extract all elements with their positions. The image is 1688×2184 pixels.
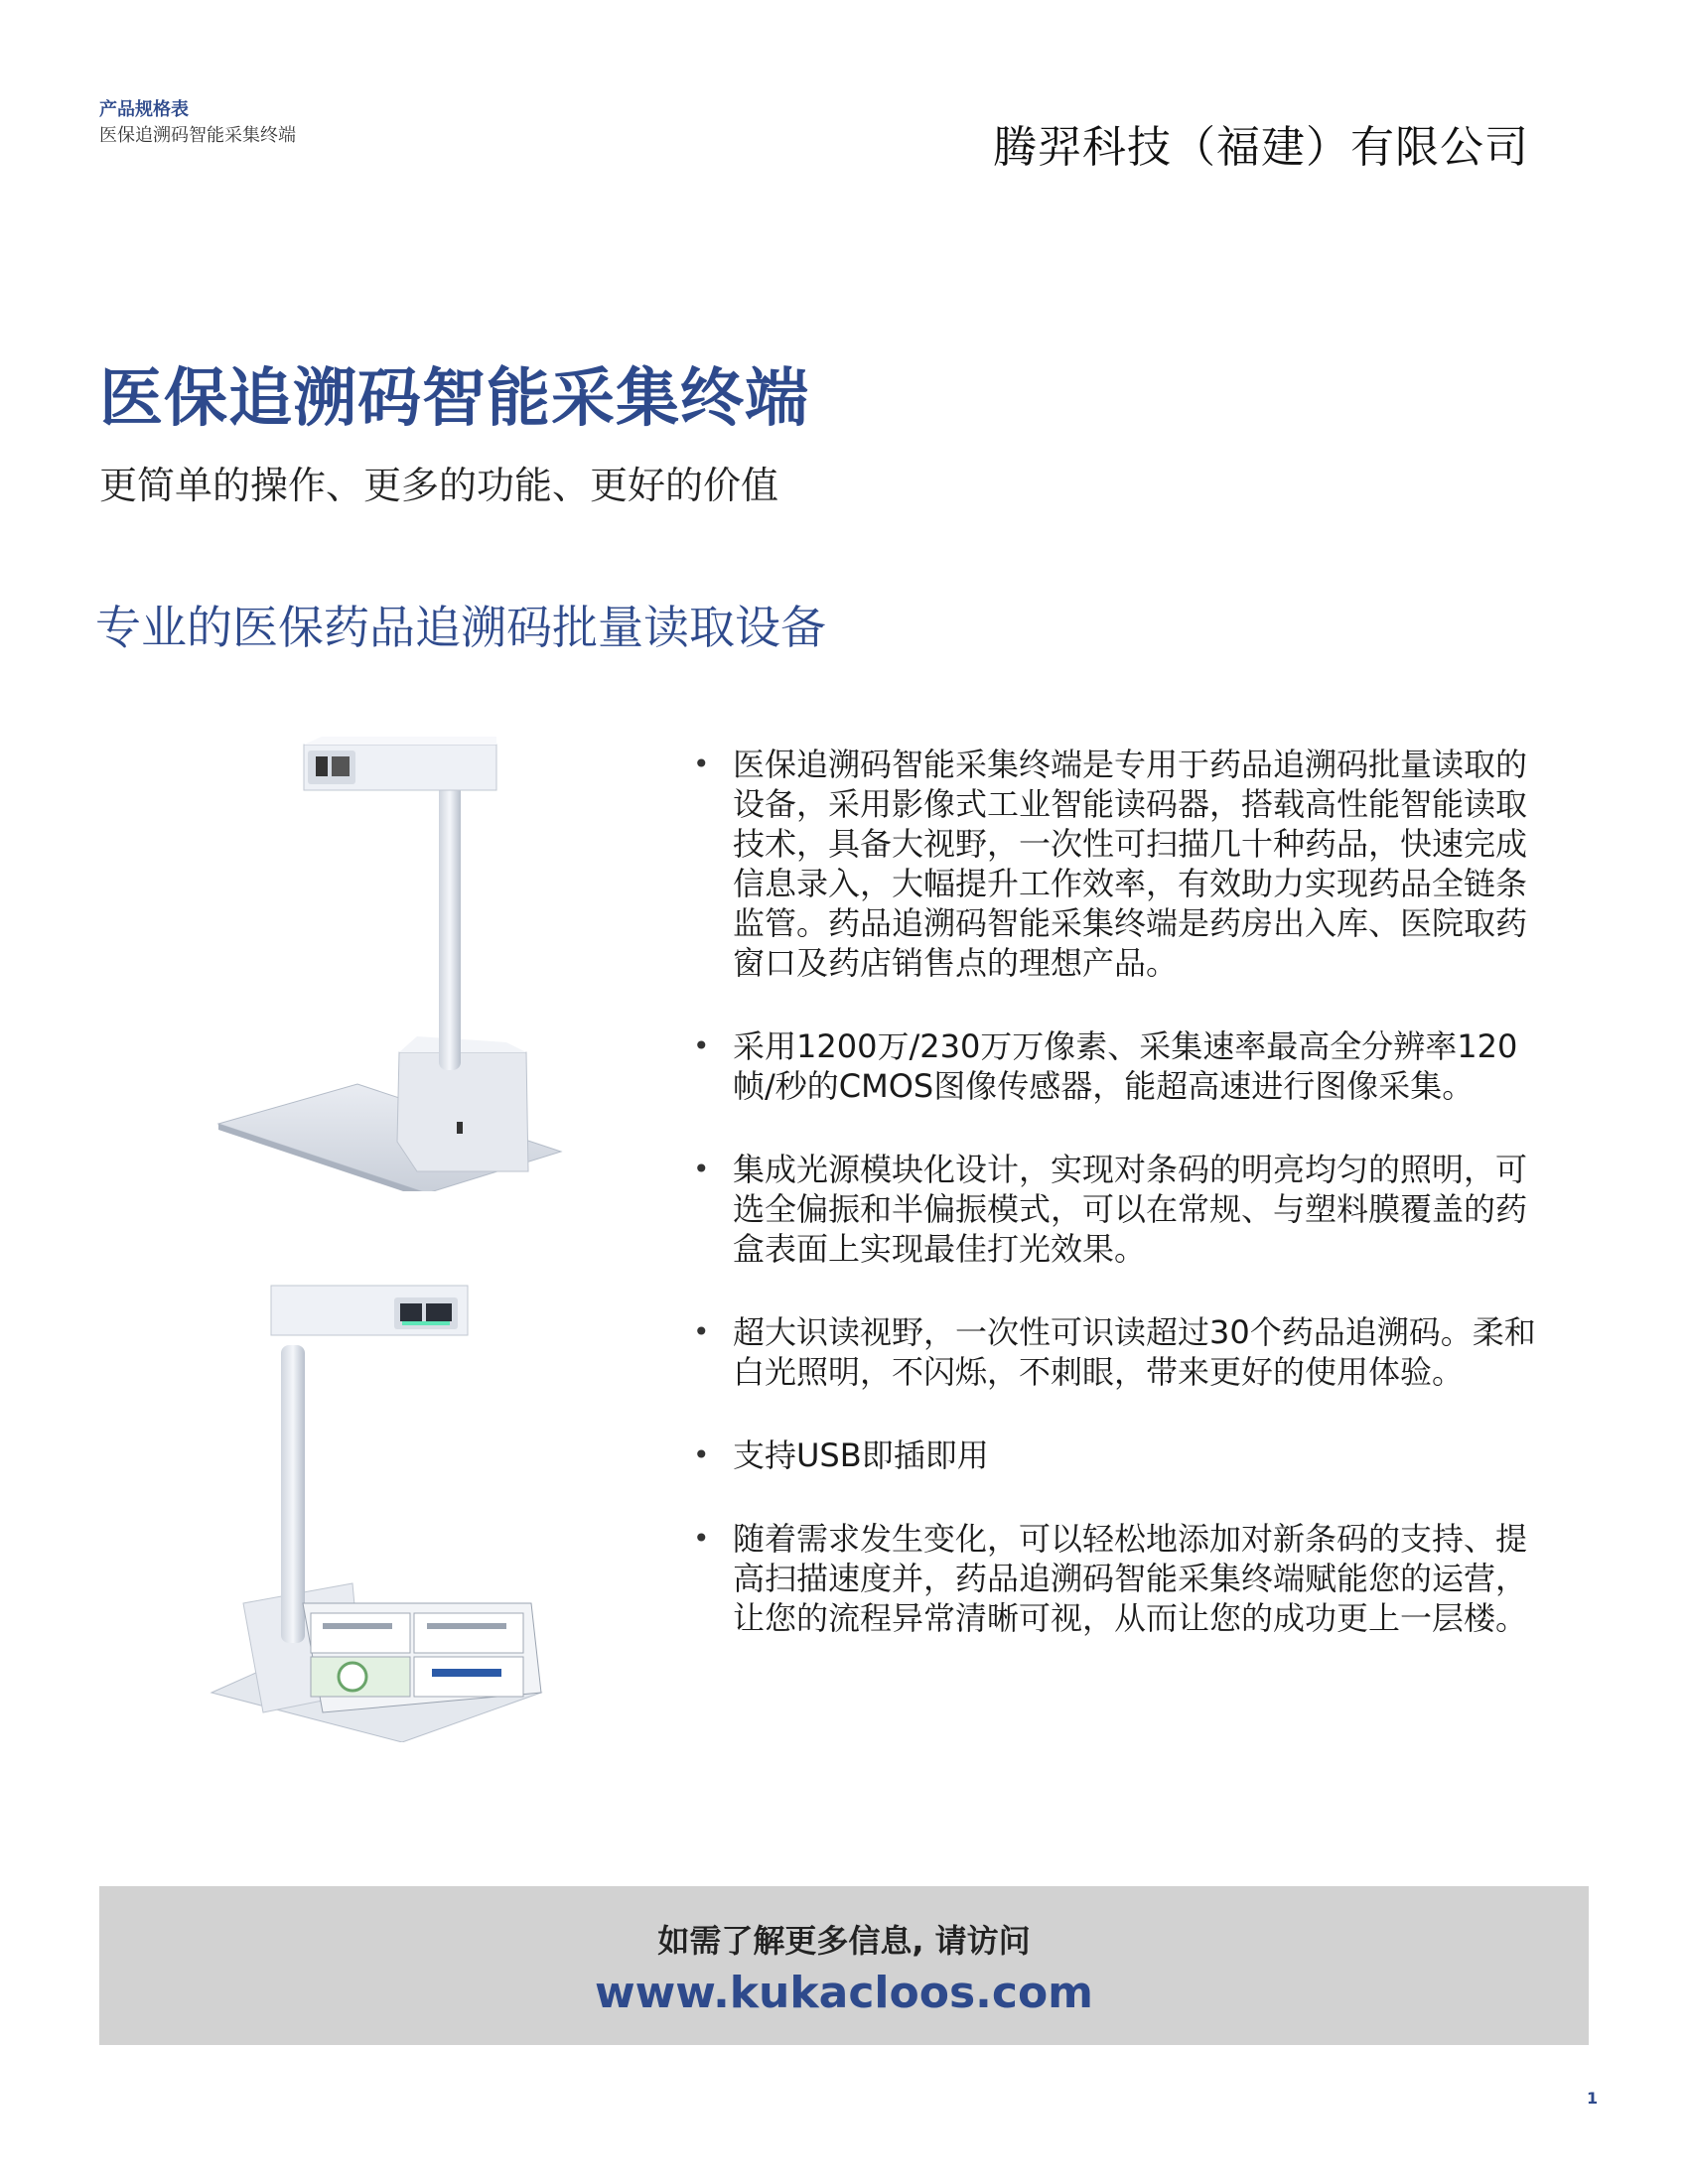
device-photo-side-view (209, 735, 576, 1191)
feature-item: • 医保追溯码智能采集终端是专用于药品追溯码批量读取的设备，采用影像式工业智能读码器，搭载高性能智能读取技术，具备大视野，一次性可扫描几十种药品，快速完成信息录入，大幅提升工作效率，有效助力实现药品全链条监管。药品追溯码智能采集终端是药房出入库、医院取药窗口及药店销售点的理想产品。 (685, 745, 1539, 983)
footer-url-link[interactable]: www.kukacloos.com (594, 1968, 1094, 2018)
feature-item: • 超大识读视野，一次性可识读超过30个药品追溯码。柔和白光照明，不闪烁，不刺眼，带来更好的使用体验。 (685, 1312, 1539, 1392)
feature-item: • 集成光源模块化设计，实现对条码的明亮均匀的照明，可选全偏振和半偏振模式，可以在常规、与塑料膜覆盖的药盒表面上实现最佳打光效果。 (685, 1150, 1539, 1269)
page-title: 医保追溯码智能采集终端 (99, 362, 809, 436)
feature-item: • 随着需求发生变化，可以轻松地添加对新条码的支持、提高扫描速度并，药品追溯码智能采集终端赋能您的运营，让您的流程异常清晰可视，从而让您的成功更上一层楼。 (685, 1519, 1539, 1638)
footer-banner (99, 1886, 1589, 2045)
company-name: 腾羿科技（福建）有限公司 (993, 122, 1529, 173)
device-photo-with-medicine-boxes (204, 1276, 561, 1742)
feature-item: • 支持USB即插即用 (685, 1435, 1539, 1475)
tagline: 更简单的操作、更多的功能、更好的价值 (99, 464, 779, 507)
header-subtitle: 医保追溯码智能采集终端 (99, 125, 296, 146)
footer-text: 如需了解更多信息, 请访问 (657, 1922, 1031, 1960)
medicine-boxes-icon (303, 1603, 541, 1712)
section-heading: 专业的医保药品追溯码批量读取设备 (95, 601, 826, 654)
feature-list (685, 745, 1539, 1682)
header-label: 产品规格表 (99, 99, 189, 120)
feature-item: • 采用1200万/230万万像素、采集速率最高全分辨率120帧/秒的CMOS图像传感器，能超高速进行图像采集。 (685, 1026, 1539, 1106)
page-number: 1 (1587, 2089, 1599, 2108)
